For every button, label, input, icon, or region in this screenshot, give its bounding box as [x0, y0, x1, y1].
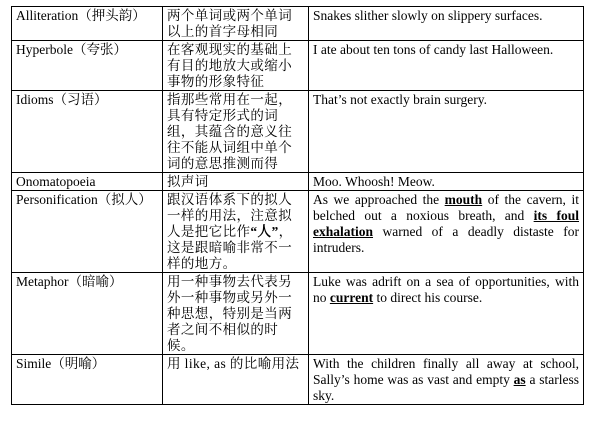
cell-text: [313, 42, 579, 58]
text-run: warned of a deadly distaste for intruders.: [313, 224, 579, 255]
definition-cell: 用 like, as 的比喻用法: [163, 355, 309, 405]
example-cell: [309, 91, 584, 173]
text-run: I ate about ten tons of candy last Halloween.: [313, 42, 554, 57]
cell-text: [313, 274, 579, 306]
example-cell: [309, 7, 584, 41]
underlined-keyword: as: [513, 372, 526, 387]
term-cell: Personification（拟人）: [12, 191, 163, 273]
term-cell: Onomatopoeia: [12, 173, 163, 191]
example-cell: [309, 41, 584, 91]
text-run: Snakes slither slowly on slippery surfaces.: [313, 8, 543, 23]
underlined-keyword: mouth: [444, 192, 483, 207]
definition-cell: 用一种事物去代表另外一种事物或另外一种思想，特别是当两者之间不相似的时候。: [163, 273, 309, 355]
emphasized-text: “人”: [250, 224, 279, 239]
text-run: That’s not exactly brain surgery.: [313, 92, 487, 107]
cell-text: [313, 192, 579, 256]
definition-cell: 在客观现实的基础上有目的地放大或缩小事物的形象特征: [163, 41, 309, 91]
definition-cell: [163, 191, 309, 273]
underlined-keyword: current: [329, 290, 374, 305]
cell-text: [313, 92, 579, 108]
text-run: As we approached the: [313, 192, 445, 207]
table-row-metaphor: [12, 273, 584, 355]
definition-cell: 两个单词或两个单词以上的首字母相同: [163, 7, 309, 41]
term-cell: Idioms（习语）: [12, 91, 163, 173]
term-cell: Metaphor（暗喻）: [12, 273, 163, 355]
table-row-hyperbole: [12, 41, 584, 91]
cell-text: [313, 174, 579, 190]
term-cell: Simile（明喻）: [12, 355, 163, 405]
definition-cell: 拟声词: [163, 173, 309, 191]
text-run: to direct his course.: [373, 290, 483, 305]
figures-of-speech-table: [11, 6, 584, 405]
cell-text: [167, 192, 293, 271]
text-run: ，这是跟暗喻非常不一样的地方。: [167, 224, 293, 271]
text-run: With the children finally all away at school, Sally’s home was as vast and empty: [313, 356, 579, 387]
table-row-onomatopoeia: [12, 173, 584, 191]
underlined-keyword: its foul exhalation: [313, 208, 579, 239]
term-cell: Hyperbole（夸张）: [12, 41, 163, 91]
table-row-idioms: [12, 91, 584, 173]
example-cell: [309, 355, 584, 405]
table-row-personification: [12, 191, 584, 273]
text-run: a starless sky.: [313, 372, 579, 403]
cell-text: [313, 8, 579, 24]
definition-cell: 指那些常用在一起，具有特定形式的词组，其蕴含的意义往往不能从词组中单个词的意思推测而得: [163, 91, 309, 173]
cell-text: [313, 356, 579, 404]
term-cell: Alliteration（押头韵）: [12, 7, 163, 41]
text-run: Moo. Whoosh! Meow.: [313, 174, 435, 189]
example-cell: [309, 191, 584, 273]
table-row-alliteration: [12, 7, 584, 41]
text-run: 跟汉语体系下的拟人一样的用法，注意拟人是把它比作: [167, 192, 293, 239]
text-run: Luke was adrift on a sea of opportunities, with no: [313, 274, 579, 305]
table-row-simile: [12, 355, 584, 405]
example-cell: [309, 173, 584, 191]
example-cell: [309, 273, 584, 355]
text-run: of the cavern, it belched out a noxious breath, and: [313, 192, 579, 223]
